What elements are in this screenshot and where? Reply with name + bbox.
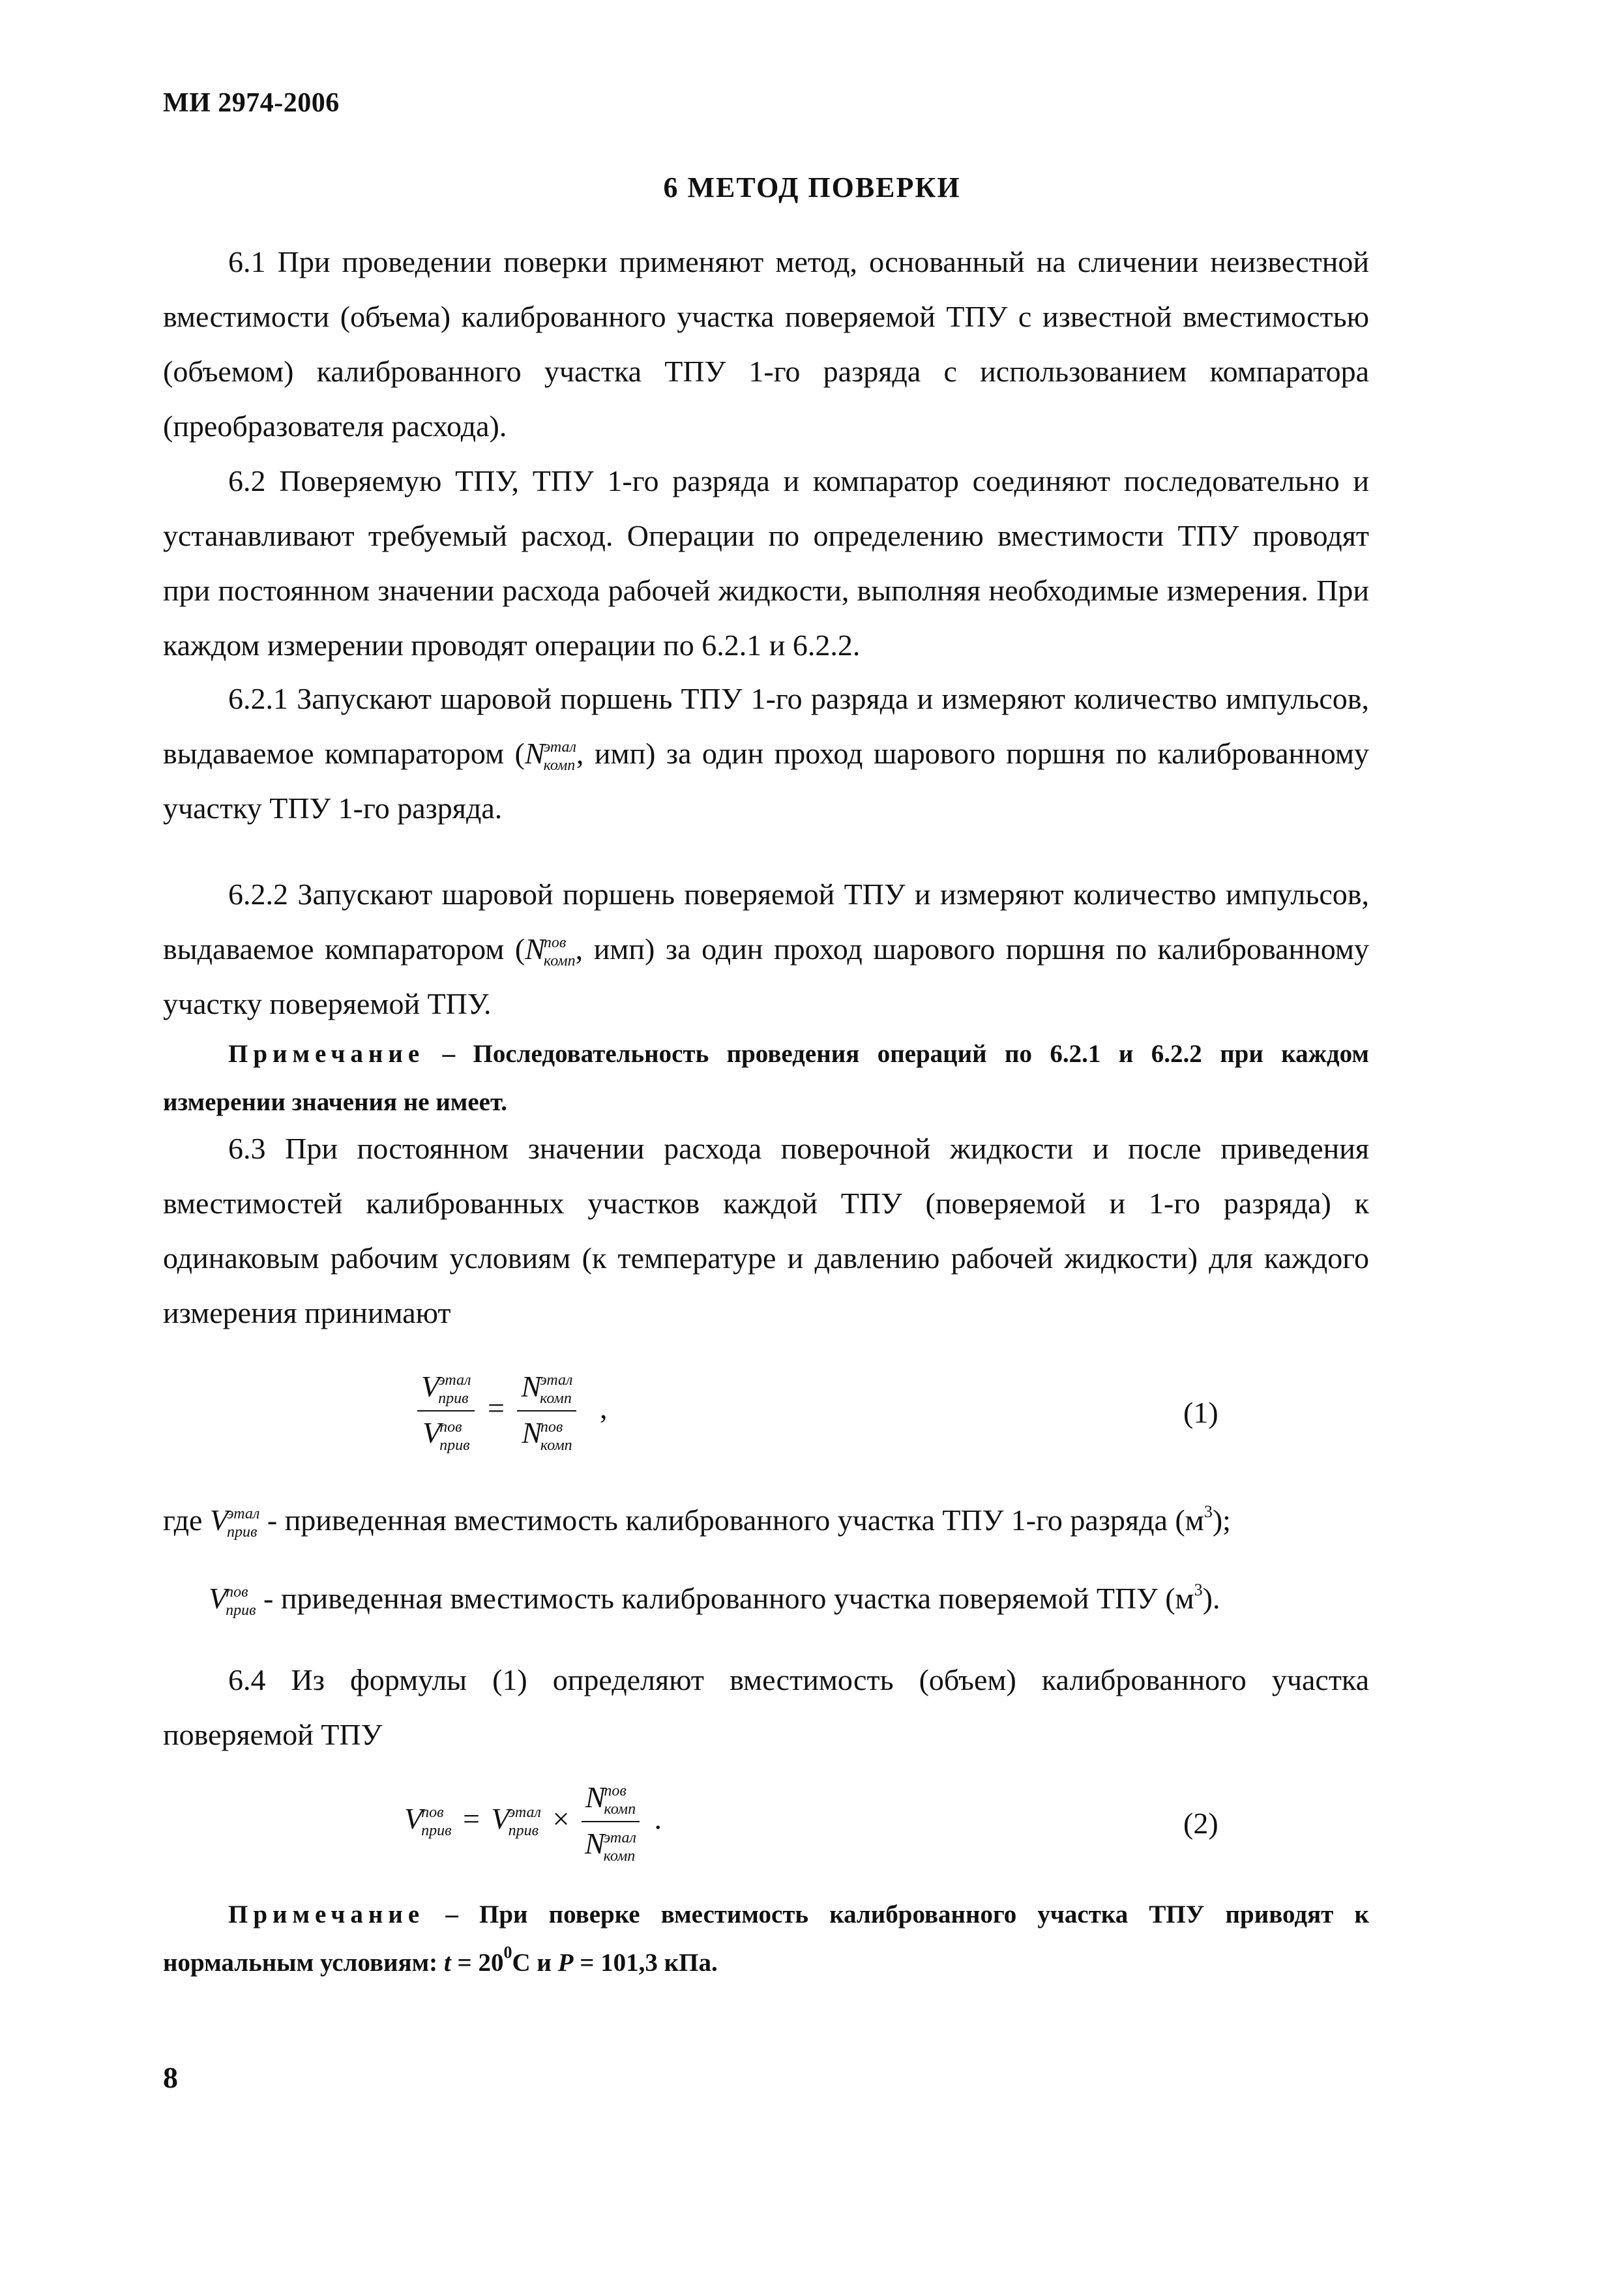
- formula-1: V этал прив V пов прив = N этал комп N пов комп ,: [417, 1369, 607, 1453]
- paragraph-6-2-1: 6.2.1 Запускают шаровой поршень ТПУ 1-го разряда и измеряют количество импульсов, выдаваемое компаратором (N этал комп , имп) за один проход шарового поршня по калиброванному участку ТПУ 1-го разряда.: [163, 682, 1369, 825]
- paragraph-6-4: 6.4 Из формулы (1) определяют вместимость (объем) калиброванного участка поверяемой ТПУ: [163, 1663, 1369, 1751]
- where-line-2: V пов прив - приведенная вместимость калиброванного участка поверяемой ТПУ $(м^3)$.: [209, 1580, 1220, 1619]
- note-normal-conditions: Примечание – При поверке вместимость калиброванного участка ТПУ приводят к нормальным условиям: $t = 20^0С$ и P = 101,3 кПа.: [163, 1900, 1369, 1977]
- formula-2: V пов прив = V этал прив × N пов комп N этал комп .: [404, 1781, 662, 1865]
- paragraph-6-2: 6.2 Поверяемую ТПУ, ТПУ 1-го разряда и компаратор соединяют последовательно и устанавливают требуемый расход. Операции по определению вместимости ТПУ проводят при постоянном значении расхода рабочей жидкости, выполняя необходимые измерения. При каждом измерении проводят операции по 6.2.1 и 6.2.2.: [163, 464, 1369, 662]
- page-number: 8: [163, 2061, 178, 2094]
- paragraph-6-2-2: 6.2.2 Запускают шаровой поршень поверяемой ТПУ и измеряют количество импульсов, выдаваемое компаратором (N пов комп , имп) за один проход шарового поршня по калиброванному участку поверяемой ТПУ.: [163, 878, 1369, 1020]
- where-line-1: где V этал прив - приведенная вместимость калиброванного участка ТПУ 1-го разряда $(м^3)$;: [163, 1502, 1231, 1541]
- equation-number-2: (2): [1183, 1807, 1218, 1840]
- paragraph-6-1: 6.1 При проведении поверки применяют метод, основанный на сличении неизвестной вместимости (объема) калиброванного участка поверяемой ТПУ с известной вместимостью (объемом) калиброванного участка ТПУ 1-го разряда с использованием компаратора (преобразователя расхода).: [163, 245, 1369, 443]
- paragraph-6-3: 6.3 При постоянном значении расхода поверочной жидкости и после приведения вместимостей калиброванных участков каждой ТПУ (поверяемой и 1-го разряда) к одинаковым рабочим условиям (к температуре и давлению рабочей жидкости) для каждого измерения принимают: [163, 1132, 1369, 1329]
- section-title: 6 МЕТОД ПОВЕРКИ: [663, 171, 961, 203]
- note-sequence: Примечание – Последовательность проведения операций по 6.2.1 и 6.2.2 при каждом измерении значения не имеет.: [163, 1040, 1369, 1116]
- document-code: МИ 2974-2006: [163, 88, 340, 118]
- equation-number-1: (1): [1183, 1396, 1218, 1429]
